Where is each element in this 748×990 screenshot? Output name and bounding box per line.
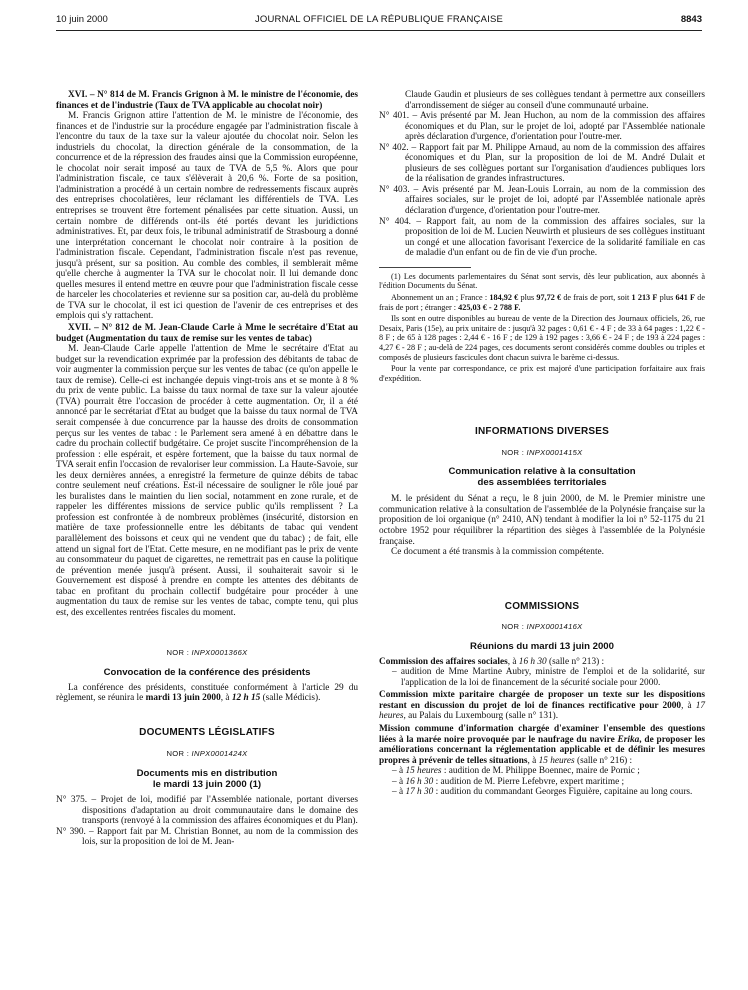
documents-title: Documents mis en distribution le mardi 13 juin 2000 (1) [136,768,278,791]
header-rule [56,30,702,31]
nor-reference-3: NOR : INPX0001415X [501,447,583,457]
commission-affaires-sociales: Commission des affaires sociales, à 16 h 30 (salle n° 213) : [379,656,605,667]
footnote-mail-order: Pour la vente par correspondance, ce prix est majoré d'une participation forfaitaire aux frais d'expédition. [379,364,705,383]
reunions-title: Réunions du mardi 13 juin 2000 [470,640,614,652]
question-814-title: XVI. – N° 814 de M. Francis Grignon à M. le ministre de l'économie, des finances et de l'industrie (Taux de TVA applicable au chocolat noir) [56,90,358,111]
mission-audition-3: – à 17 h 30 : audition du commandant Georges Figuière, capitaine au long cours. [392,787,693,798]
communication-transmitted: Ce document a été transmis à la commission compétente. [391,547,604,558]
left-column [56,90,358,848]
header-page-number: 8843 [680,14,702,25]
question-812-title: XVII. – N° 812 de M. Jean-Claude Carle à Mme le secrétaire d'Etat au budget (Augmentation du taux de remise sur les ventes de tabac) [56,323,358,344]
footnote-subscription: Abonnement un an ; France : 184,92 € plus 97,72 € de frais de port, soit 1 213 F plus 641 F de frais de port ; étranger : 425,03 € - 2 788 F. [379,292,705,312]
mission-audition-1: – à 15 heures : audition de M. Philippe Boennec, maire de Pornic ; [392,766,640,777]
convocation-title: Convocation de la conférence des présidents [103,666,311,678]
right-column [379,90,705,798]
header-journal-title: JOURNAL OFFICIEL DE LA RÉPUBLIQUE FRANÇAISE [254,14,504,25]
question-814-body: M. Francis Grignon attire l'attention de M. le ministre de l'économie, des finances et de l'industrie sur la procédure engagée par l'administration fiscale à l'encontre du taux de la taxe sur la valeur ajoutée du chocolat noir. Selon les industriels du chocolat, la direction générale de la consommation, de la concurrence et de la répression des fraudes ainsi que la Commission européenne, le chocolat noir serait imposé au taux de TVA de 5,5 %. Alors que pour l'administration fiscale, ce taux s'élèverait à 20,6 %. Forte de sa position, l'administration a procédé à un certain nombre de redressements fiscaux auprès des entreprises chocolatières, leur réclamant les différentiels de TVA. Les entreprises se trouvent être fortement pénalisées par cette situation. Aussi, un certain nombre de différends ont-ils été portés devant les juridictions administratives. Et, par deux fois, le tribunal administratif de Strasbourg a donné une interprétation concernant le chocolat noir contraire à la position de l'administration fiscale. Cependant, l'administration fiscale n'est pas revenue, jusqu'à présent, sur sa position. Au comble des combles, il semblerait même qu'elle cherche à augmenter la TVA sur le chocolat noir. Il lui demande donc quelles mesures il entend mettre en œuvre pour que l'administration fiscale cesse de harceler les chocolateries et revienne sur sa position car, au-delà du problème de TVA sur le chocolat, il est ici question de l'avenir de ces entreprises et des emplois qui s'y rattachent. [56,111,358,322]
communication-title: Communication relative à la consultation des assemblées territoriales [448,466,636,489]
mission-audition-2: – à 16 h 30 : audition de M. Pierre Lefebvre, expert maritime ; [392,776,625,787]
question-812-body: M. Jean-Claude Carle appelle l'attention de Mme le secrétaire d'Etat au budget sur la revendication exprimée par la profession des débitants de tabac de voir augmenter la commission perçue sur les ventes de tabac (ce qu'on appelle le taux de remise). Celle-ci est inchangée depuis vingt-trois ans et se monte à 8 % du prix de vente public. La baisse du taux normal de taxe sur la valeur ajoutée (TVA) pourrait être l'occasion de procéder à cette augmentation. Or, il a été annoncé par le secrétariat d'Etat au budget que la baisse du taux normal de TVA serait compensée à due concurrence par la hausse des droits de consommation perçus sur les ventes de tabac : le Parlement sera amené à en débattre dans le cadre du prochain collectif budgétaire. Ce projet suscite l'incompréhension de la profession : elle espérait, et espère fortement, que la baisse du taux normal de TVA serait enfin l'occasion de revaloriser leur commission. La Haute-Savoie, sur les deux dernières années, a enregistré la fermeture de quinze débits de tabac contre seulement neuf créations. Est-il nécessaire de souligner le rôle joué par les buralistes dans le maintien du lien social, notamment en zone rurale, et de rappeler les différentes missions de service public qu'ils remplissent ? La profession est confrontée à de nombreux problèmes (insécurité, distorsion en matière de taxe professionnelle entre les débitants de tabac qui vendent parallèlement des boissons et ceux qui ne vendent que du tabac) ; de fait, elle attend un signal fort de l'Etat. Cette mesure, en ne modifiant pas le prix de vente au consommateur du paquet de cigarettes, ne remettrait pas en cause la politique de prévention menée jusqu'à présent. Aussi, il souhaiterait savoir si le Gouvernement est disposé à prendre en compte les attentes des débitants de tabac en profitant du prochain collectif budgétaire pour procéder à une augmentation du taux de remise sur les ventes de tabac, compte tenu, qui plus est, des excellentes rentrées fiscales du moment. [56,344,358,618]
commissions-heading: COMMISSIONS [504,600,580,612]
convocation-body: La conférence des présidents, constituée conformément à l'article 29 du règlement, se réunira le mardi 13 juin 2000, à 12 h 15 (salle Médicis). [56,682,358,704]
document-401: N° 401. – Avis présenté par M. Jean Huchon, au nom de la commission des affaires économiques et du Plan, sur le projet de loi, adopté par l'Assemblée nationale après déclaration d'urgence, d'orientation pour l'outre-mer. [379,111,705,143]
document-375: N° 375. – Projet de loi, modifié par l'Assemblée nationale, portant diverses dispositions d'adaptation au droit communautaire dans le domaine des transports (renvoyé à la commission des affaires économiques et du Plan). [56,795,358,827]
informations-diverses-heading: INFORMATIONS DIVERSES [474,426,610,438]
nor-reference-1: NOR : INPX0001366X [166,648,248,658]
footnote-prices: Ils sont en outre disponibles au bureau de vente de la Direction des Journaux officiels, 26, rue Desaix, Paris (15e), au prix unitaire de : jusqu'à 32 pages : 0,61 € - 4 F ; de 33 à 64 pages : 1,22 € - 8 F ; de 65 à 128 pages : 2,44 € - 16 F ; de 129 à 192 pages : 3,66 € - 24 F ; de 193 à 224 pages : 4,27 € - 28 F ; au-delà de 224 pages, ces documents seront considérés comme doubles ou triples et composés de plusieurs fascicules dont chacun suivra le barème ci-dessus. [379,314,705,362]
document-404: N° 404. – Rapport fait, au nom de la commission des affaires sociales, sur la proposition de loi de M. Lucien Neuwirth et plusieurs de ses collègues instituant un congé et une allocation favorisant l'exercice de la solidarité familiale en cas de maladie d'un enfant ou de fin de vie d'un proche. [379,216,705,259]
commission-affaires-sociales-item: – audition de Mme Martine Aubry, ministre de l'emploi et de la solidarité, sur l'application de la loi de financement de la sécurité sociale pour 2000. [392,667,705,688]
document-390: N° 390. – Rapport fait par M. Christian Bonnet, au nom de la commission des lois, sur la proposition de loi de M. Jean- [56,826,358,848]
documents-legislatifs-heading: DOCUMENTS LÉGISLATIFS [139,726,275,738]
nor-reference-4: NOR : INPX0001416X [501,622,583,632]
nor-reference-2: NOR : INPX0001424X [166,748,248,758]
document-403: N° 403. – Avis présenté par M. Jean-Louis Lorrain, au nom de la commission des affaires sociales, sur le projet de loi, adopté par l'Assemblée nationale après déclaration d'urgence, d'orientation pour l'outre-mer. [379,184,705,217]
commission-mixte-paritaire: Commission mixte paritaire chargée de proposer un texte sur les dispositions restant en discussion du projet de loi de finances rectificative pour 2000, à 17 heures, au Palais du Luxembourg (salle n° 131). [379,690,705,722]
page-header [56,14,702,28]
document-390-continued: Claude Gaudin et plusieurs de ses collègues tendant à permettre aux conseillers d'arrondissement de siéger au conseil d'une communauté urbaine. [405,90,705,111]
mission-commune-information: Mission commune d'information chargée d'examiner l'ensemble des questions liées à la marée noire provoquée par le naufrage du navire Erika, de proposer les améliorations concernant la réglementation applicable et de définir les mesures propres à prévenir de telles situations, à 15 heures (salle n° 216) : [379,724,705,766]
header-date: 10 juin 2000 [56,14,108,25]
communication-body: M. le président du Sénat a reçu, le 8 juin 2000, de M. le Premier ministre une communication relative à la consultation de l'assemblée de la Polynésie française sur la proposition de loi organique (n° 2410, AN) tendant à modifier la loi n° 52-1175 du 21 octobre 1952 pour réquilibrer la répartition des sièges à l'assemblée de la Polynésie française. [379,494,705,547]
footnote-1: (1) Les documents parlementaires du Sénat sont servis, dès leur publication, aux abonnés à l'édition Documents du Sénat. [379,271,705,291]
document-402: N° 402. – Rapport fait par M. Philippe Arnaud, au nom de la commission des affaires économiques et du Plan, sur la proposition de loi de M. André Dulait et plusieurs de ses collègues portant sur l'organisation d'audiences publiques lors de la réalisation de grandes infrastructures. [379,142,705,185]
footnote-rule [379,267,471,268]
